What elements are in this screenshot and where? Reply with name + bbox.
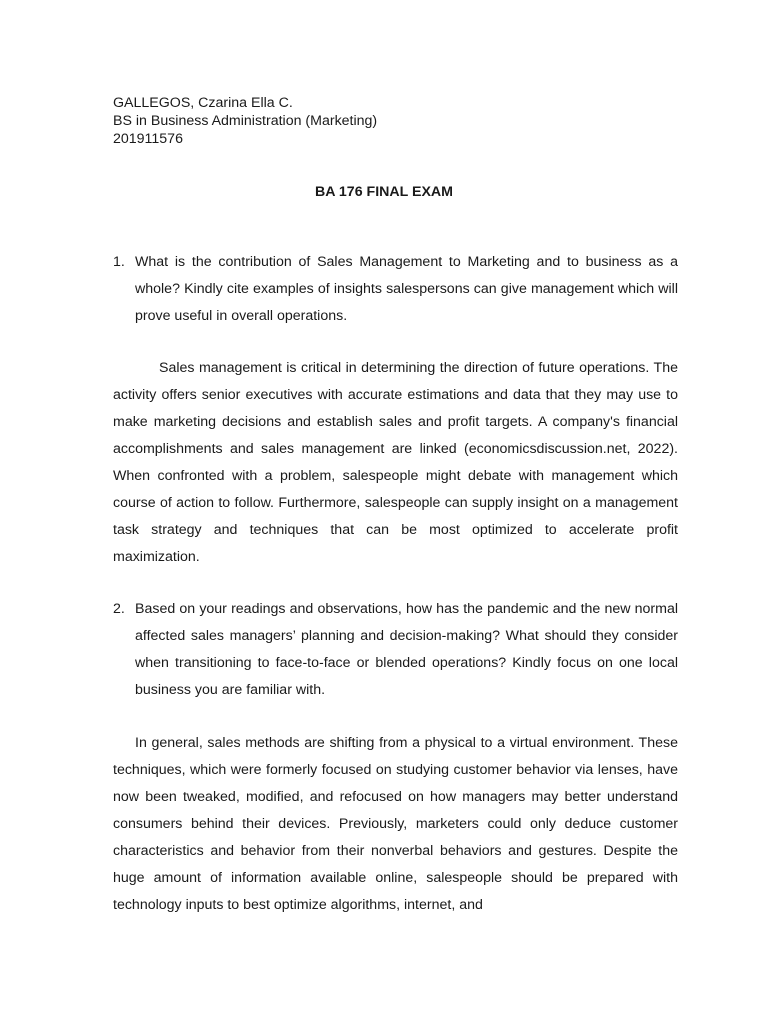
answer-1: Sales management is critical in determining the direction of future operations. The activity offers senior executives with accurate estimations and data that they may use to make marketing decisions and establish sales and profit targets. A company's financial accomplishments and sales management are linked (economicsdiscussion.net, 2022). When confronted with a problem, salespeople might debate with management which course of action to follow. Furthermore, salespeople can supply insight on a management task strategy and techniques that can be most optimized to accelerate profit maximization.: [113, 360, 678, 565]
question-text: Based on your readings and observations, how has the pandemic and the new normal affected sales managers’ planning and decision-making? What should they consider when transitioning to face-to-face or blended operations? Kindly focus on one local business you are familiar with.: [135, 601, 678, 698]
question-1: [113, 249, 678, 330]
student-header: [113, 94, 673, 148]
student-id: 201911576: [113, 131, 183, 147]
student-program: BS in Business Administration (Marketing): [113, 113, 378, 129]
question-text: What is the contribution of Sales Management to Marketing and to business as a whole? Kindly cite examples of insights salespersons can give management which will prove useful in overall operations.: [135, 254, 678, 324]
answer-2: In general, sales methods are shifting from a physical to a virtual environment. These techniques, which were formerly focused on studying customer behavior via lenses, have now been tweaked, modified, and refocused on how managers may better understand consumers behind their devices. Previously, marketers could only deduce customer characteristics and behavior from their nonverbal behaviors and gestures. Despite the huge amount of information available online, salespeople should be prepared with technology inputs to best optimize algorithms, internet, and: [113, 735, 678, 913]
question-number: 1.: [113, 254, 125, 270]
question-number: 2.: [113, 601, 125, 617]
question-2: [113, 596, 678, 704]
exam-title: BA 176 FINAL EXAM: [315, 184, 453, 200]
student-name: GALLEGOS, Czarina Ella C.: [113, 95, 293, 111]
